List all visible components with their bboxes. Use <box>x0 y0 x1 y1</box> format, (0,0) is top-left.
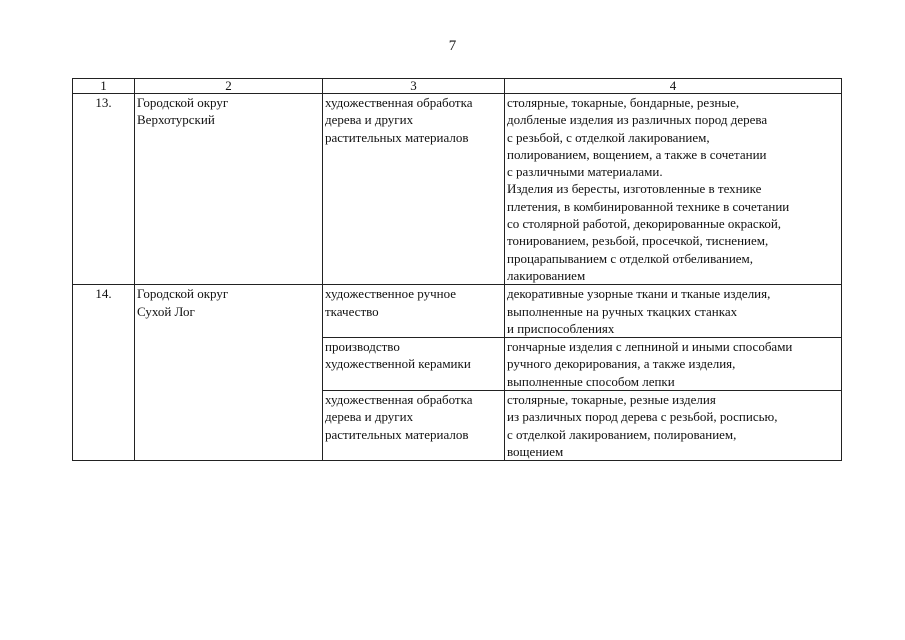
header-col-3: 3 <box>323 79 505 94</box>
products-line: лакированием <box>507 267 586 283</box>
craft-line: растительных материалов <box>325 129 469 145</box>
craft-line: ткачество <box>325 303 379 319</box>
craft-cell <box>323 391 505 461</box>
craft-line: художественная обработка <box>325 95 473 110</box>
craft-line: художественное ручное <box>325 286 457 302</box>
products-line: столярные, токарные, бондарные, резные, <box>507 95 740 110</box>
craft-line: растительных материалов <box>325 426 469 442</box>
products-line: выполненные способом лепки <box>507 373 675 389</box>
craft-line: дерева и других <box>325 409 414 425</box>
region-cell <box>135 94 323 285</box>
crafts-table <box>72 78 842 461</box>
header-row <box>73 79 842 94</box>
products-line: процарапыванием с отделкой отбеливанием, <box>507 250 754 266</box>
table-row <box>73 285 842 338</box>
region-cell <box>135 285 323 461</box>
products-line: ручного декорирования, а также изделия, <box>507 356 736 372</box>
row-number: 14. <box>73 285 135 461</box>
products-cell <box>505 285 842 338</box>
region-line: Верхотурский <box>137 112 215 128</box>
products-line: Изделия из бересты, изготовленные в технике <box>507 181 762 197</box>
products-line: с различными материалами. <box>507 164 663 180</box>
products-cell <box>505 391 842 461</box>
products-line: гончарные изделия с лепниной и иными способами <box>507 339 793 355</box>
products-line: плетения, в комбинированной технике в сочетании <box>507 198 790 214</box>
products-line: с резьбой, с отделкой лакированием, <box>507 129 710 145</box>
products-line: и приспособлениях <box>507 320 615 336</box>
region-line: Городской округ <box>137 286 229 302</box>
products-line: полированием, вощением, а также в сочетании <box>507 146 767 162</box>
craft-line: художественная обработка <box>325 392 473 408</box>
row-number: 13. <box>73 94 135 285</box>
craft-line: производство <box>325 339 400 355</box>
products-cell <box>505 338 842 391</box>
region-line: Сухой Лог <box>137 303 195 319</box>
header-col-1: 1 <box>73 79 135 94</box>
products-cell <box>505 94 842 285</box>
craft-line: дерева и других <box>325 112 414 128</box>
craft-cell <box>323 285 505 338</box>
products-line: из различных пород дерева с резьбой, росписью, <box>507 409 778 425</box>
craft-cell <box>323 94 505 285</box>
products-line: вощением <box>507 443 564 459</box>
products-line: тонированием, резьбой, просечкой, тиснением, <box>507 233 769 249</box>
craft-cell <box>323 338 505 391</box>
products-line: с отделкой лакированием, полированием, <box>507 426 737 442</box>
header-col-4: 4 <box>505 79 842 94</box>
products-line: выполненные на ручных ткацких станках <box>507 303 738 319</box>
products-line: декоративные узорные ткани и тканые изделия, <box>507 286 771 302</box>
page-number: 7 <box>448 38 457 54</box>
craft-line: художественной керамики <box>325 356 471 372</box>
products-line: со столярной работой, декорированные окраской, <box>507 216 782 232</box>
header-col-2: 2 <box>135 79 323 94</box>
products-line: долбленые изделия из различных пород дерева <box>507 112 768 128</box>
products-line: столярные, токарные, резные изделия <box>507 392 716 408</box>
table-row <box>73 94 842 285</box>
region-line: Городской округ <box>137 95 229 110</box>
